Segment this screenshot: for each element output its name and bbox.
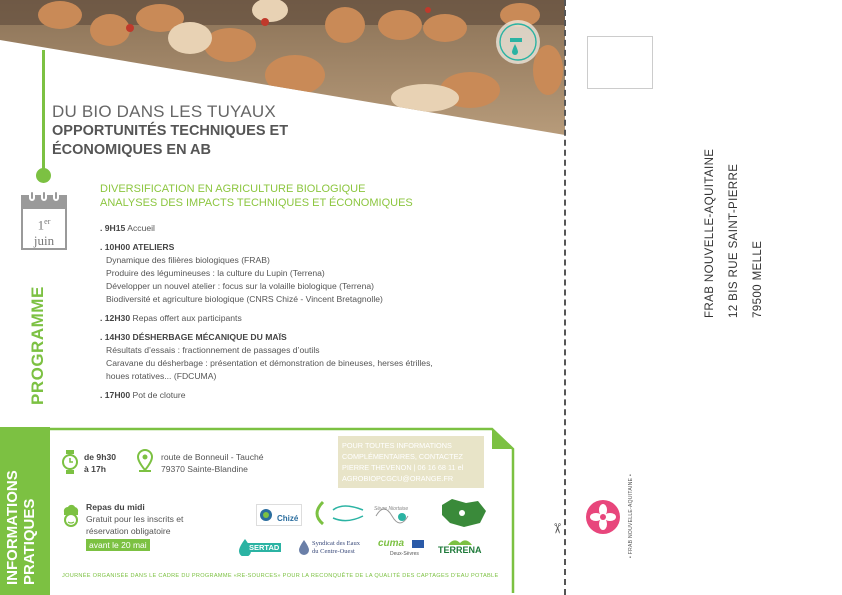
programme-title: Pot de cloture (132, 390, 186, 400)
meal-info (86, 501, 183, 537)
venue-address (161, 451, 264, 475)
sertad-logo (238, 538, 288, 558)
programme-line: Produire des légumineuses : la culture du Lupin (Terrena) (106, 268, 325, 278)
programme-title: Accueil (127, 223, 155, 233)
programme-item (100, 312, 520, 325)
programme-item (100, 241, 520, 306)
cut-line (564, 0, 566, 595)
programme-line: Biodiversité et agriculture biologique (CNRS Chizé - Vincent Bretagnolle) (106, 294, 383, 304)
programme-line: houes rotatives... (FDCUMA) (106, 371, 217, 381)
info-label (4, 470, 38, 585)
recipient-line3: 79500 MELLE (752, 240, 764, 318)
contact-line2: COMPLÉMENTAIRES, CONTACTEZ (342, 452, 463, 461)
programme-time: . 17H00 (100, 390, 131, 400)
contact-line4: AGROBIOPCGCU@ORANGE.FR (342, 474, 454, 483)
sender-label: • FRAB NOUVELLE-AQUITAINE • (628, 473, 634, 558)
title-line2: OPPORTUNITÉS TECHNIQUES ET ÉCONOMIQUES EN AB (52, 123, 289, 158)
programme-line: Caravane du désherbage : présentation et démonstration de bineuses, herses étrilles, (106, 358, 433, 368)
calendar-day-suffix: er (44, 217, 51, 226)
terrena-logo (436, 537, 488, 559)
chef-icon (60, 503, 82, 534)
hours (84, 451, 116, 475)
programme-title: ATELIERS (132, 242, 175, 252)
programme-line: Résultats d’essais : fractionnement de passages d’outils (106, 345, 320, 355)
title-line1: DU BIO DANS LES TUYAUX (52, 102, 276, 121)
programme-time: . 9H15 (100, 223, 126, 233)
programme-time: . 12H30 (100, 313, 131, 323)
programme-line: Dynamique des filières biologiques (FRAB) (106, 255, 270, 265)
accent-dot (36, 168, 51, 183)
programme-title: DÉSHERBAGE MÉCANIQUE DU MAÏS (132, 332, 287, 342)
cuma-label: cuma (378, 538, 405, 549)
contact-box (338, 436, 484, 488)
info-label-line1: INFORMATIONS (4, 470, 21, 585)
syndicat-line2: du Centre-Ouest (312, 548, 355, 555)
venue-address-line2: 79370 Sainte-Blandine (161, 464, 248, 474)
deadline-badge: avant le 20 mai (86, 539, 150, 551)
sertad-label: SERTAD (249, 543, 280, 552)
hours-line1: de 9h30 (84, 452, 117, 462)
frab-logo-icon (586, 500, 620, 534)
programme-time: . 14H30 (100, 332, 131, 342)
programme-label: PROGRAMME (28, 286, 47, 405)
programme-item (100, 389, 520, 402)
footer-note: JOURNÉE ORGANISÉE DANS LE CADRE DU PROGRAMME «RE-SOURCES» POUR LA RECONQUÊTE DE LA QUALITÉ DES CAPTAGES D’EAU POTABLE (62, 573, 499, 579)
info-label-line2: PRATIQUES (21, 498, 38, 585)
subtitle-line2: ANALYSES DES IMPACTS TECHNIQUES ET ÉCONOMIQUES (100, 197, 413, 209)
subtitle (100, 182, 413, 210)
contact-line1: POUR TOUTES INFORMATIONS (342, 441, 452, 450)
clock-icon (62, 450, 78, 479)
accent-line (42, 50, 45, 172)
calendar-icon (21, 195, 67, 250)
programme-time: . 10H00 (100, 242, 131, 252)
venue-address-line1: route de Bonneuil - Tauché (161, 452, 264, 462)
syndicat-eaux-logo (298, 537, 372, 559)
calendar-day: 1 (37, 217, 45, 233)
sevre-label: Sèvre Niortaise (374, 506, 409, 512)
recipient-line1: FRAB NOUVELLE-AQUITAINE (704, 148, 716, 318)
cuma-logo (378, 538, 430, 560)
sevre-niortaise-logo (374, 500, 428, 526)
syndicat-line1: Syndicat des Eaux (312, 540, 361, 547)
contact-line3: PIERRE THEVENON | 06 16 68 11 el (342, 463, 464, 472)
recipient-line2: 12 BIS RUE SAINT-PIERRE (728, 163, 740, 318)
deux-sevres-map-logo (436, 497, 488, 529)
meal-line1: Gratuit pour les inscrits et (86, 514, 184, 524)
programme-item (100, 222, 520, 235)
recipient-address (698, 149, 770, 318)
calendar-month: juin (33, 233, 55, 248)
subtitle-line1: DIVERSIFICATION EN AGRICULTURE BIOLOGIQUE (100, 183, 366, 195)
terrena-label: TERRENA (438, 545, 482, 555)
programme-item (100, 331, 520, 383)
chize-label: Chizé (277, 514, 299, 523)
meal-line2: réservation obligatoire (86, 526, 171, 536)
hours-line2: à 17h (84, 464, 106, 474)
meal-title: Repas du midi (86, 502, 145, 512)
gatine-logo (313, 498, 369, 528)
programme-line: Développer un nouvel atelier : focus sur la volaille biologique (Terrena) (106, 281, 374, 291)
chize-logo (256, 504, 302, 526)
stamp-box (587, 36, 653, 89)
cuma-sub: Deux-Sèvres (390, 551, 419, 557)
scissors-icon: ✂ (549, 522, 566, 535)
programme-title: Repas offert aux participants (132, 313, 242, 323)
programme-list (100, 222, 520, 408)
location-pin-icon (137, 449, 153, 478)
